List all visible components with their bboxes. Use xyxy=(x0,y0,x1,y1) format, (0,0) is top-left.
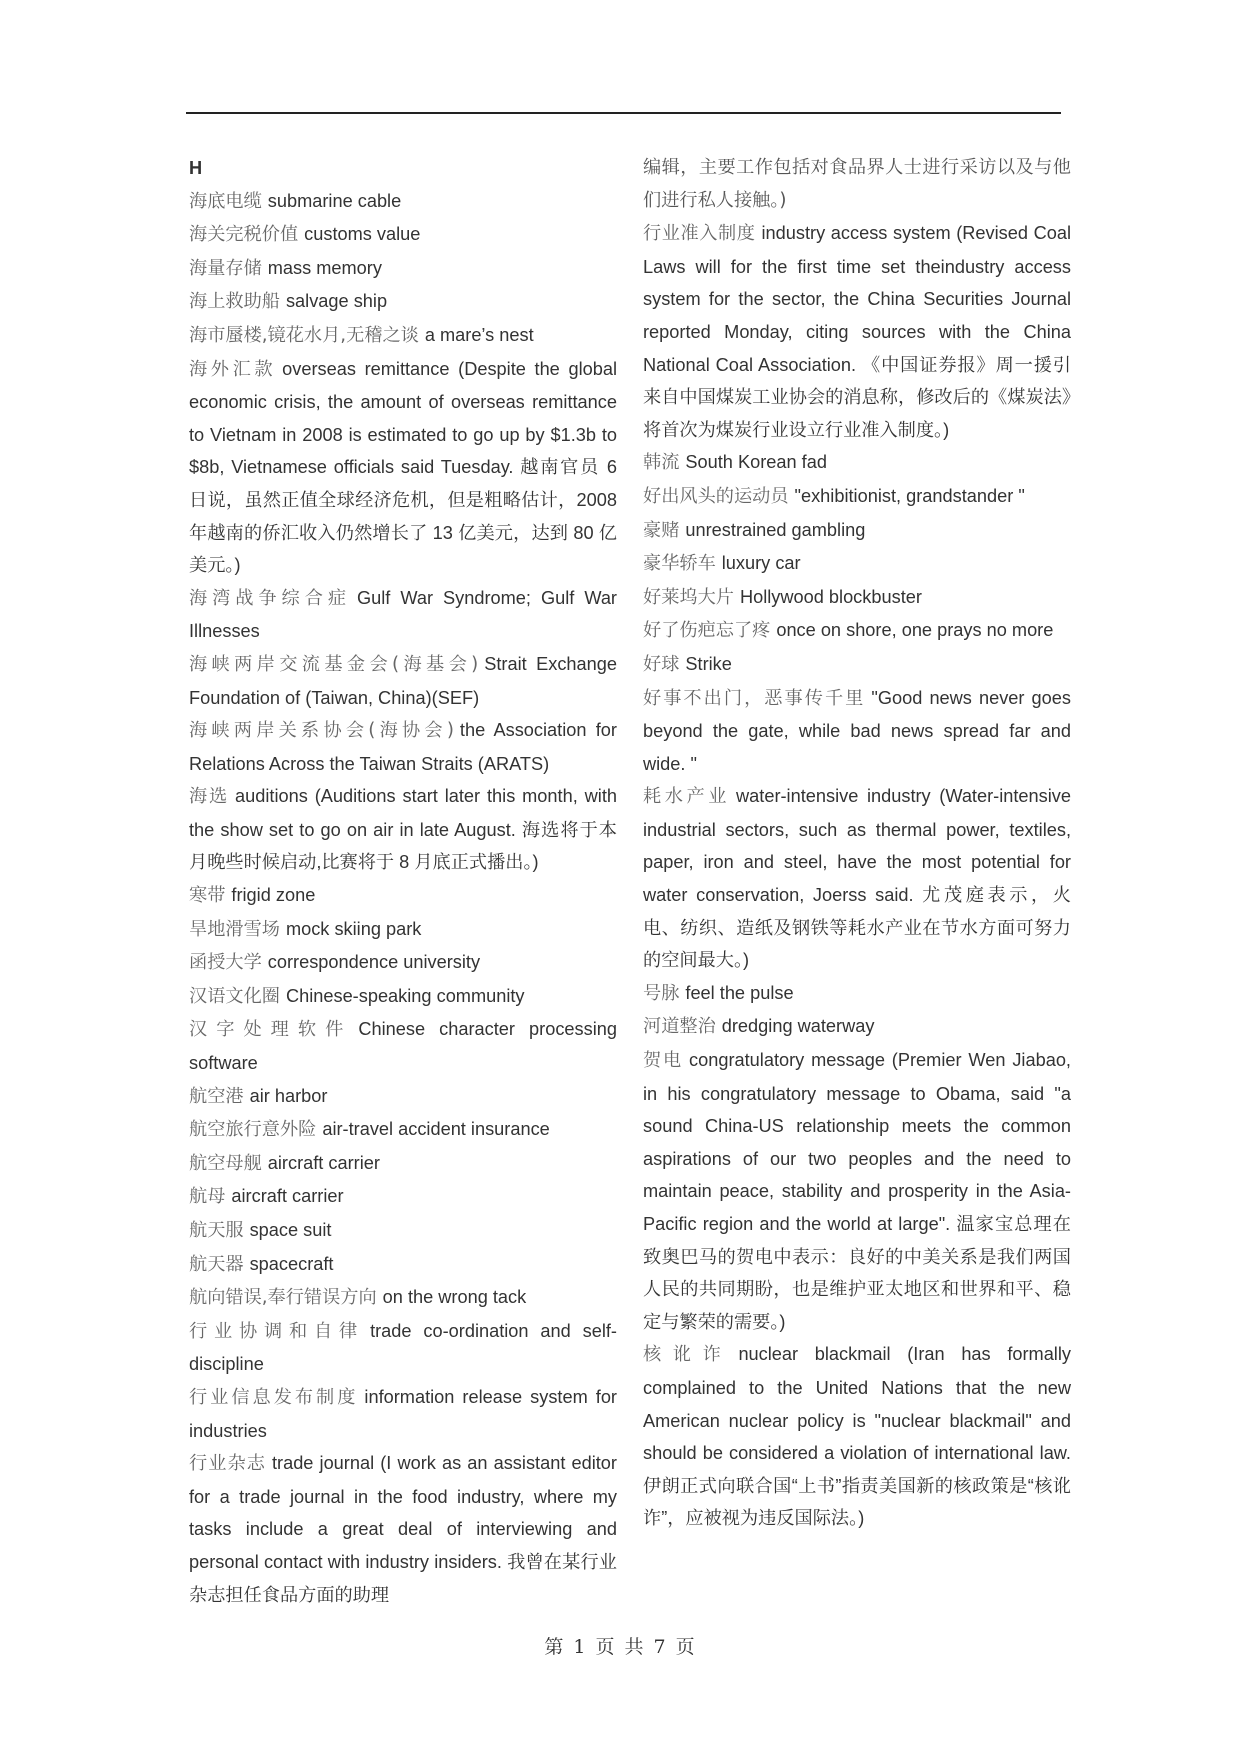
glossary-entry xyxy=(189,1315,617,1381)
entry-english-term: mock skiing park xyxy=(285,918,422,939)
entry-chinese-term: 海量存储 xyxy=(189,257,262,279)
glossary-entry xyxy=(643,1010,1071,1044)
glossary-entry xyxy=(189,582,617,648)
glossary-entry xyxy=(643,547,1071,581)
glossary-entry xyxy=(189,319,617,353)
glossary-entry xyxy=(189,1147,617,1181)
entry-chinese-term: 韩流 xyxy=(643,452,680,474)
entry-chinese-term: 海关完税价值 xyxy=(189,224,299,246)
entry-english-term: the Association for Relations Across the Taiwan Straits (ARATS) xyxy=(189,720,617,774)
entry-english-term: aircraft carrier xyxy=(267,1152,380,1173)
entry-english-term: mass memory xyxy=(267,257,382,278)
glossary-entry xyxy=(643,977,1071,1011)
entry-english-term: air-travel accident insurance xyxy=(322,1119,550,1140)
entry-english-term: Chinese-speaking community xyxy=(285,985,525,1006)
entry-chinese-term: 核讹诈 xyxy=(643,1344,733,1366)
entry-chinese-term: 航向错误,奉行错误方向 xyxy=(189,1287,377,1309)
right-entry-list xyxy=(643,217,1071,1535)
entry-chinese-term: 海底电缆 xyxy=(189,190,262,212)
continued-text: 编辑，主要工作包括对食品界人士进行采访以及与他们进行私人接触。) xyxy=(643,157,1071,211)
glossary-entry xyxy=(189,1447,617,1611)
entry-english-term: once on shore, one prays no more xyxy=(776,620,1054,641)
glossary-entry xyxy=(643,480,1071,514)
glossary-entry xyxy=(643,1338,1071,1535)
entry-english-term: unrestrained gambling xyxy=(685,519,866,540)
entry-english-term: a mare’s nest xyxy=(424,324,534,345)
entry-english-term: salvage ship xyxy=(285,291,388,312)
glossary-entry xyxy=(189,1381,617,1447)
entry-chinese-term: 豪华轿车 xyxy=(643,553,716,575)
glossary-entry xyxy=(643,648,1071,682)
right-column xyxy=(643,152,1071,1535)
entry-chinese-term: 行业杂志 xyxy=(189,1453,266,1475)
entry-english-term: Strike xyxy=(685,653,732,674)
entry-english-term: customs value xyxy=(304,224,421,245)
entry-chinese-term: 好莱坞大片 xyxy=(643,586,734,608)
entry-english-term: auditions (Auditions start later this month, with the show set to go on air in late August. 海选将于本月晚些时候启动,比赛将于 8 月底正式播出。) xyxy=(189,786,617,873)
entry-english-term: dredging waterway xyxy=(721,1016,875,1037)
section-heading: H xyxy=(189,158,203,178)
entry-english-term: Strait Exchange Foundation of (Taiwan, China)(SEF) xyxy=(189,653,617,708)
entry-chinese-term: 耗水产业 xyxy=(643,786,731,808)
entry-chinese-term: 海上救助船 xyxy=(189,291,280,313)
glossary-entry xyxy=(189,185,617,219)
entry-english-term: South Korean fad xyxy=(685,452,827,473)
entry-english-term: luxury car xyxy=(721,553,801,574)
entry-chinese-term: 函授大学 xyxy=(189,952,262,974)
glossary-entry xyxy=(189,252,617,286)
entry-english-term: feel the pulse xyxy=(685,982,794,1003)
entry-english-term: air harbor xyxy=(249,1085,328,1106)
entry-english-term: congratulatory message (Premier Wen Jiabao, in his congratulatory message to Obama, said "a sound China-US relationship meets the common aspirations of our two peoples and the need to maintain peace, stability and prosperity in the Asia-Pacific region and the world at large". 温家宝总理在致奥巴马的贺电中表示：良好的中美关系是我们两国人民的共同期盼，也是维护亚太地区和世界和平、稳定与繁荣的需要。) xyxy=(643,1050,1071,1332)
glossary-entry xyxy=(643,446,1071,480)
entry-chinese-term: 河道整治 xyxy=(643,1016,716,1038)
glossary-entry xyxy=(643,514,1071,548)
entry-chinese-term: 号脉 xyxy=(643,982,680,1004)
entry-chinese-term: 寒带 xyxy=(189,885,226,907)
entry-chinese-term: 行业准入制度 xyxy=(643,223,756,245)
entry-english-term: space suit xyxy=(249,1220,332,1240)
entry-chinese-term: 航天器 xyxy=(189,1253,244,1275)
entry-chinese-term: 行业信息发布制度 xyxy=(189,1386,359,1408)
header-rule xyxy=(186,112,1061,114)
glossary-entry xyxy=(643,217,1071,446)
glossary-entry xyxy=(189,1180,617,1214)
entry-english-term: water-intensive industry (Water-intensive industrial sectors, such as thermal power, textiles, paper, iron and steel, have the most potential for water conservation, Joerss said. 尤茂庭表示，火电、纺织、造纸及钢铁等耗水产业在节水方面可努力的空间最大。) xyxy=(643,786,1071,971)
entry-chinese-term: 豪赌 xyxy=(643,519,680,541)
entry-chinese-term: 海选 xyxy=(189,786,230,808)
glossary-entry xyxy=(189,648,617,714)
entry-english-term: correspondence university xyxy=(267,952,481,973)
glossary-entry xyxy=(189,913,617,947)
entry-chinese-term: 好了伤疤忘了疼 xyxy=(643,620,771,642)
left-entry-list xyxy=(189,185,617,1612)
glossary-entry xyxy=(189,1013,617,1079)
entry-english-term: submarine cable xyxy=(267,190,402,211)
entry-english-term: spacecraft xyxy=(249,1253,334,1274)
glossary-entry xyxy=(189,1080,617,1114)
entry-chinese-term: 海湾战争综合症 xyxy=(189,587,351,609)
entry-english-term: Hollywood blockbuster xyxy=(739,586,922,607)
entry-english-term: "Good news never goes beyond the gate, while bad news spread far and wide. " xyxy=(643,687,1071,774)
entry-english-term: nuclear blackmail (Iran has formally complained to the United Nations that the new American nuclear policy is "nuclear blackmail" and should be considered a violation of international law. 伊朗正式向联合国“上书”指责美国新的核政策是“核讹诈”，应被视为违反国际法。) xyxy=(643,1344,1071,1529)
entry-english-term: on the wrong tack xyxy=(382,1287,527,1308)
entry-chinese-term: 汉语文化圈 xyxy=(189,985,280,1007)
entry-chinese-term: 航空旅行意外险 xyxy=(189,1119,317,1141)
entry-english-term: information release system for industries xyxy=(189,1386,617,1441)
entry-english-term: trade journal (I work as an assistant editor for a trade journal in the food industry, where my tasks include a great deal of interviewing and personal contact with industry insiders. 我曾在某行业杂志担任食品方面的助理 xyxy=(189,1453,617,1605)
glossary-entry xyxy=(189,218,617,252)
glossary-entry xyxy=(643,682,1071,781)
entry-chinese-term: 航空母舰 xyxy=(189,1152,262,1174)
entry-english-term: frigid zone xyxy=(231,885,316,906)
glossary-entry xyxy=(189,946,617,980)
glossary-entry xyxy=(643,780,1071,977)
page-footer: 第 1 页 共 7 页 xyxy=(544,1636,697,1658)
glossary-entry xyxy=(189,1214,617,1248)
entry-english-term: aircraft carrier xyxy=(231,1186,344,1207)
entry-chinese-term: 旱地滑雪场 xyxy=(189,918,280,940)
glossary-entry xyxy=(189,285,617,319)
glossary-entry xyxy=(643,581,1071,615)
glossary-entry xyxy=(189,780,617,879)
glossary-entry xyxy=(189,980,617,1014)
glossary-entry xyxy=(189,1248,617,1282)
entry-chinese-term: 好球 xyxy=(643,653,680,675)
entry-chinese-term: 海市蜃楼,镜花水月,无稽之谈 xyxy=(189,324,419,346)
entry-chinese-term: 海峡两岸关系协会(海协会) xyxy=(189,720,454,742)
entry-chinese-term: 航空港 xyxy=(189,1085,244,1107)
entry-chinese-term: 行业协调和自律 xyxy=(189,1320,365,1342)
entry-english-term: industry access system (Revised Coal Laws will for the first time set theindustry access system for the sector, the China Securities Journal reported Monday, citing sources with the China National Coal Association. 《中国证券报》周一援引来自中国煤炭工业协会的消息称，修改后的《煤炭法》将首次为煤炭行业设立行业准入制度。) xyxy=(643,223,1071,440)
glossary-entry xyxy=(189,1113,617,1147)
entry-english-term: "exhibitionist, grandstander " xyxy=(794,485,1025,506)
left-column xyxy=(189,152,617,1611)
glossary-entry xyxy=(189,714,617,780)
entry-chinese-term: 贺电 xyxy=(643,1050,684,1072)
glossary-entry xyxy=(189,1281,617,1315)
entry-chinese-term: 航天服 xyxy=(189,1220,244,1241)
entry-chinese-term: 好出风头的运动员 xyxy=(643,485,789,507)
entry-english-term: overseas remittance (Despite the global economic crisis, the amount of overseas remittance to Vietnam in 2008 is estimated to go up by $1.3b to $8b, Vietnamese officials said Tuesday. 越南官员 6 日说，虽然正值全球经济危机，但是粗略估计，2008 年越南的侨汇收入仍然增长了 13 亿美元，达到 80 亿美元。) xyxy=(189,358,617,576)
entry-chinese-term: 汉字处理软件 xyxy=(189,1019,353,1041)
glossary-entry xyxy=(189,879,617,913)
entry-english-term: trade co-ordination and self-discipline xyxy=(189,1320,617,1375)
entry-chinese-term: 海峡两岸交流基金会(海基会) xyxy=(189,653,479,675)
entry-chinese-term: 航母 xyxy=(189,1186,226,1208)
glossary-entry xyxy=(189,353,617,582)
glossary-entry xyxy=(643,1044,1071,1338)
entry-chinese-term: 好事不出门，恶事传千里 xyxy=(643,687,866,709)
glossary-entry xyxy=(643,614,1071,648)
entry-english-term: Chinese character processing software xyxy=(189,1019,617,1074)
entry-english-term: Gulf War Syndrome; Gulf War Illnesses xyxy=(189,587,617,642)
entry-chinese-term: 海外汇款 xyxy=(189,358,277,380)
